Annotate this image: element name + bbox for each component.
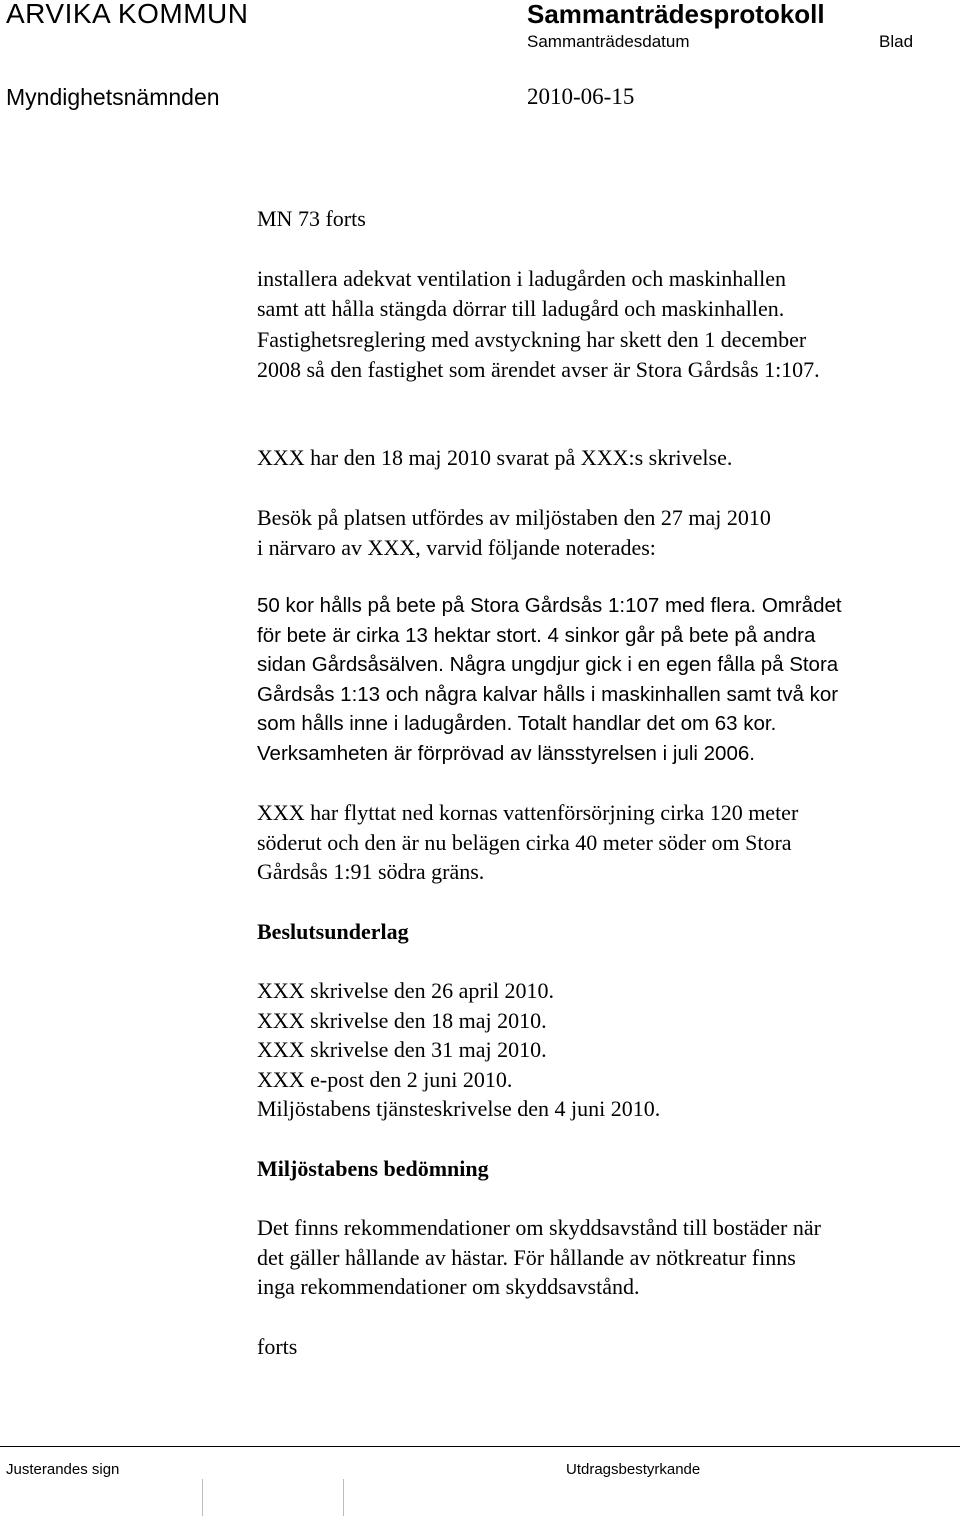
signature-box-divider	[202, 1479, 203, 1516]
list-item: XXX skrivelse den 18 maj 2010.	[257, 1007, 547, 1033]
text-line: Det finns rekommendationer om skyddsavstånd till bostäder när	[257, 1215, 821, 1240]
text-line: Gårdsås 1:91 södra gräns.	[257, 859, 485, 884]
text-line: för bete är cirka 13 hektar stort. 4 sinkor går på bete på andra	[257, 623, 816, 647]
continued-note: forts	[257, 1334, 298, 1359]
text-line: inga rekommendationer om skyddsavstånd.	[257, 1274, 640, 1299]
text-line: sidan Gårdsåsälven. Några ungdjur gick i en egen fålla på Stora	[257, 653, 839, 676]
paragraph-ventilation	[257, 264, 786, 323]
organization-name: ARVIKA KOMMUN	[6, 0, 249, 29]
text-line: det gäller hållande av hästar. För hållande av nötkreatur finns	[257, 1244, 796, 1270]
signature-label: Justerandes sign	[6, 1461, 120, 1478]
meeting-date: 2010-06-15	[527, 84, 635, 109]
committee-name: Myndighetsnämnden	[6, 84, 220, 110]
heading-assessment: Miljöstabens bedömning	[257, 1156, 489, 1181]
list-item: XXX skrivelse den 26 april 2010.	[257, 978, 554, 1003]
paragraph-reply	[257, 443, 732, 473]
text-line: söderut och den är nu belägen cirka 40 meter söder om Stora	[257, 829, 792, 855]
list-item: Miljöstabens tjänsteskrivelse den 4 juni 2010.	[257, 1096, 661, 1121]
paragraph-site-visit	[257, 503, 771, 562]
paragraph-assessment	[257, 1213, 821, 1302]
list-item: XXX skrivelse den 31 maj 2010.	[257, 1037, 547, 1062]
meeting-date-label: Sammanträdesdatum	[527, 32, 690, 51]
list-item: XXX e-post den 2 juni 2010.	[257, 1066, 513, 1092]
text-line: Gårdsås 1:13 och några kalvar hålls i maskinhallen samt två kor	[257, 682, 839, 706]
extract-certification-label: Utdragsbestyrkande	[566, 1461, 701, 1478]
paragraph-water-supply	[257, 798, 798, 887]
text-line: XXX har den 18 maj 2010 svarat på XXX:s skrivelse.	[257, 445, 733, 470]
decision-basis-list	[257, 976, 660, 1124]
text-line: Fastighetsreglering med avstyckning har skett den 1 december	[257, 327, 807, 352]
heading-decision-basis: Beslutsunderlag	[257, 919, 409, 944]
paragraph-observations	[257, 591, 842, 768]
case-reference: MN 73 forts	[257, 206, 366, 231]
text-line: Besök på platsen utfördes av miljöstaben den 27 maj 2010	[257, 505, 771, 530]
signature-box-divider	[343, 1479, 344, 1516]
text-line: 2008 så den fastighet som ärendet avser är Stora Gårdsås 1:107.	[257, 356, 820, 382]
text-line: samt att hålla stängda dörrar till ladugård och maskinhallen.	[257, 295, 785, 321]
paragraph-property-regulation	[257, 325, 820, 384]
text-line: Verksamheten är förprövad av länsstyrelsen i juli 2006.	[257, 741, 755, 765]
text-line: XXX har flyttat ned kornas vattenförsörjning cirka 120 meter	[257, 800, 799, 825]
sheet-label: Blad	[879, 32, 914, 51]
text-line: 50 kor hålls på bete på Stora Gårdsås 1:107 med flera. Området	[257, 594, 842, 617]
footer-divider	[0, 1446, 960, 1447]
text-line: installera adekvat ventilation i ladugården och maskinhallen	[257, 266, 787, 291]
text-line: som hålls inne i ladugården. Totalt handlar det om 63 kor.	[257, 712, 777, 735]
text-line: i närvaro av XXX, varvid följande noterades:	[257, 534, 656, 560]
protocol-title: Sammanträdesprotokoll	[527, 0, 825, 29]
